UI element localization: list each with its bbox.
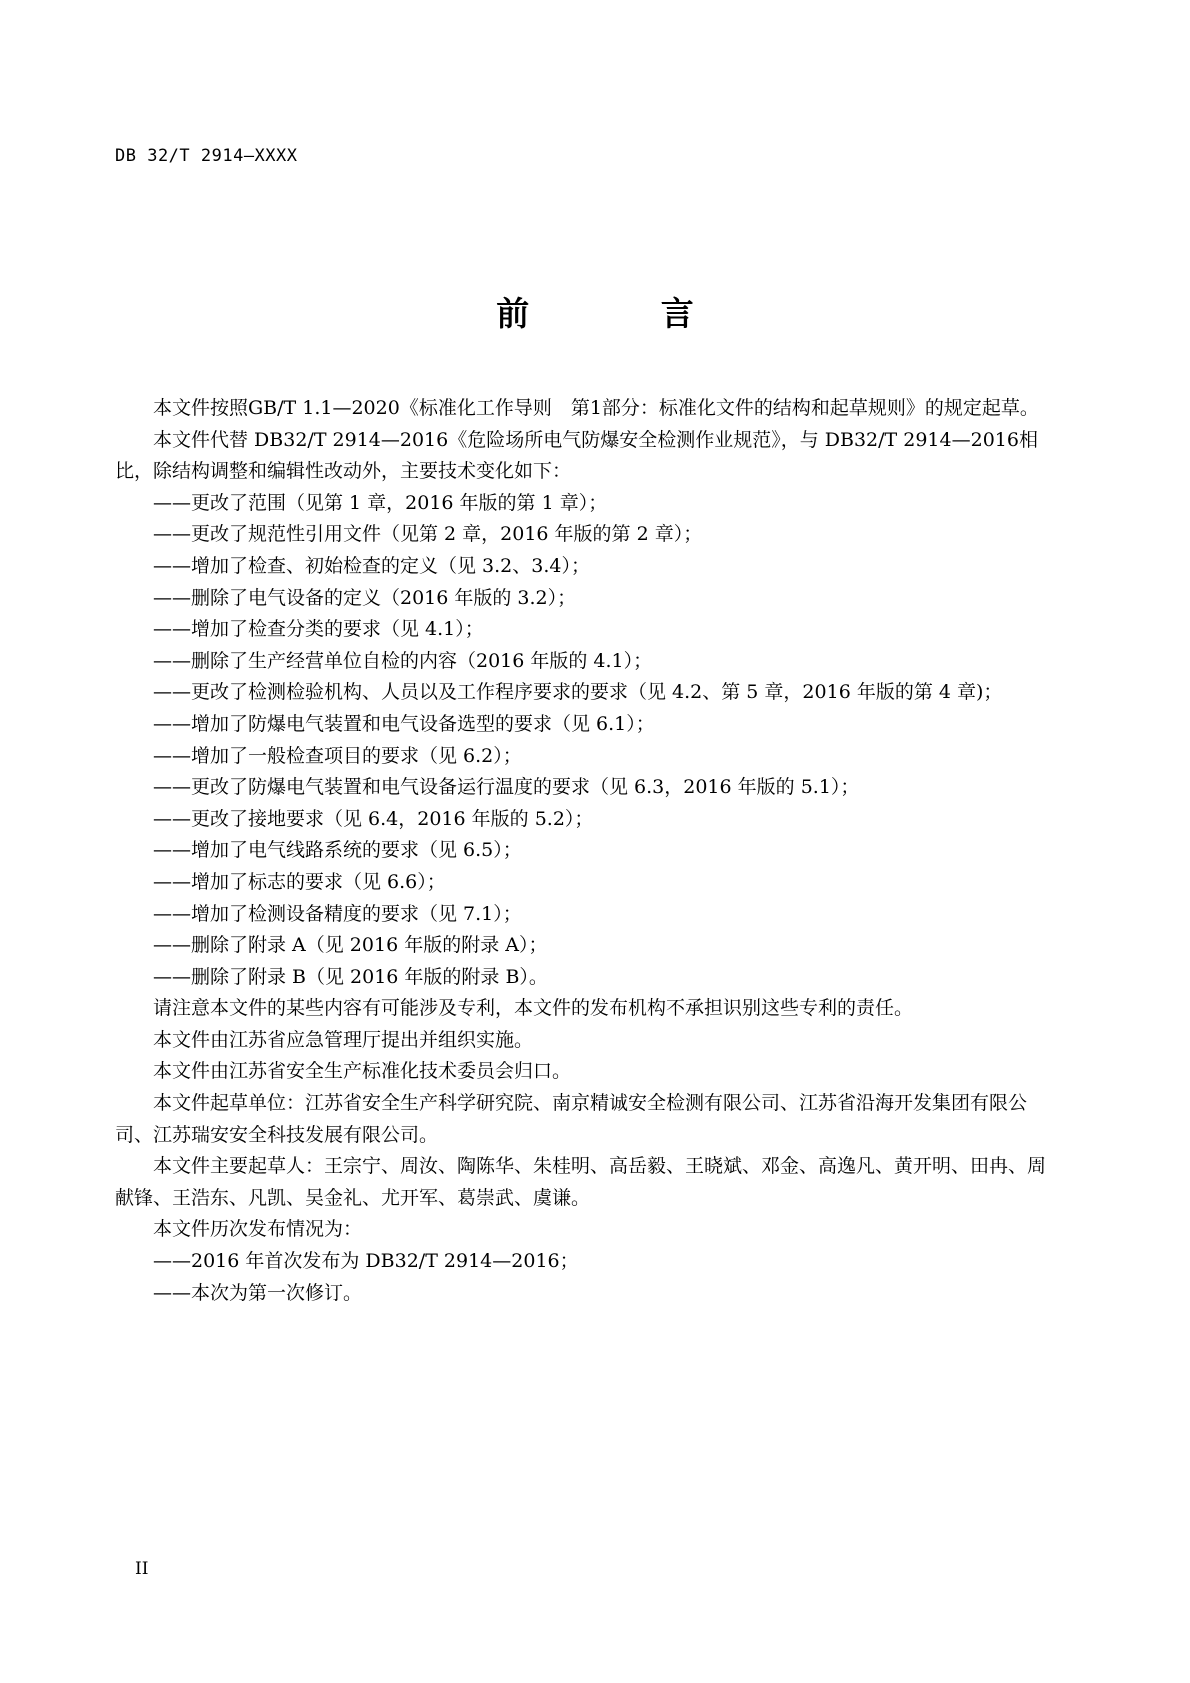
list-item: ——2016 年首次发布为 DB32/T 2914—2016； [153, 1250, 579, 1273]
list-item: ——增加了标志的要求（见 6.6）； [153, 870, 446, 893]
paragraph-proposer: 本文件由江苏省应急管理厅提出并组织实施。 [153, 1028, 534, 1051]
list-item: ——删除了附录 A（见 2016 年版的附录 A）； [153, 934, 548, 957]
paragraph-drafting-units: 本文件起草单位：江苏省安全生产科学研究院、南京精诚安全检测有限公司、江苏省沿海开发集团有限公司、江苏瑞安安全科技发展有限公司。 [115, 1092, 1028, 1146]
list-item: ——增加了检测设备精度的要求（见 7.1）； [153, 902, 522, 925]
list-item: ——增加了防爆电气装置和电气设备选型的要求（见 6.1）； [153, 712, 655, 735]
list-item: ——更改了检测检验机构、人员以及工作程序要求的要求（见 4.2、第 5 章，2016 年版的第 4 章)； [153, 681, 1003, 704]
list-item: ——删除了生产经营单位自检的内容（2016 年版的 4.1）； [153, 649, 653, 672]
changes-list [115, 488, 1062, 994]
list-item: ——增加了电气线路系统的要求（见 6.5）； [153, 839, 522, 862]
list-item: ——更改了接地要求（见 6.4，2016 年版的 5.2）； [153, 807, 594, 830]
list-item: ——删除了附录 B（见 2016 年版的附录 B）。 [153, 965, 548, 988]
paragraph-history-intro: 本文件历次发布情况为： [153, 1218, 363, 1241]
history-list [115, 1246, 1062, 1309]
document-code: DB 32/T 2914—XXXX [115, 146, 298, 166]
list-item: ——更改了范围（见第 1 章，2016 年版的第 1 章）； [153, 491, 608, 514]
list-item: ——增加了一般检查项目的要求（见 6.2）； [153, 744, 522, 767]
page-title: 前 言 [496, 294, 754, 333]
paragraph-replacement: 本文件代替 DB32/T 2914—2016《危险场所电气防爆安全检测作业规范》，与 DB32/T 2914—2016相比，除结构调整和编辑性改动外，主要技术变化如下： [115, 428, 1038, 483]
list-item: ——更改了规范性引用文件（见第 2 章，2016 年版的第 2 章）； [153, 523, 703, 546]
list-item: ——增加了检查分类的要求（见 4.1）； [153, 618, 484, 641]
foreword-body [115, 393, 1062, 1309]
paragraph-patent-notice: 请注意本文件的某些内容有可能涉及专利，本文件的发布机构不承担识别这些专利的责任。 [153, 997, 914, 1020]
paragraph-drafters: 本文件主要起草人：王宗宁、周汝、陶陈华、朱桂明、高岳毅、王晓斌、邓金、高逸凡、黄开明、田冉、周献锋、王浩东、凡凯、吴金礼、尤开军、葛崇武、虞谦。 [115, 1155, 1047, 1209]
paragraph-drafting-rules: 本文件按照GB/T 1.1—2020《标准化工作导则 第1部分：标准化文件的结构和起草规则》的规定起草。 [153, 397, 1039, 419]
list-item: ——删除了电气设备的定义（2016 年版的 3.2）； [153, 586, 577, 609]
paragraph-committee: 本文件由江苏省安全生产标准化技术委员会归口。 [153, 1060, 572, 1083]
list-item: ——更改了防爆电气装置和电气设备运行温度的要求（见 6.3，2016 年版的 5.1）； [153, 776, 860, 799]
list-item: ——增加了检查、初始检查的定义（见 3.2、3.4）； [153, 554, 590, 577]
list-item: ——本次为第一次修订。 [153, 1281, 363, 1304]
page-number: II [135, 1559, 149, 1579]
